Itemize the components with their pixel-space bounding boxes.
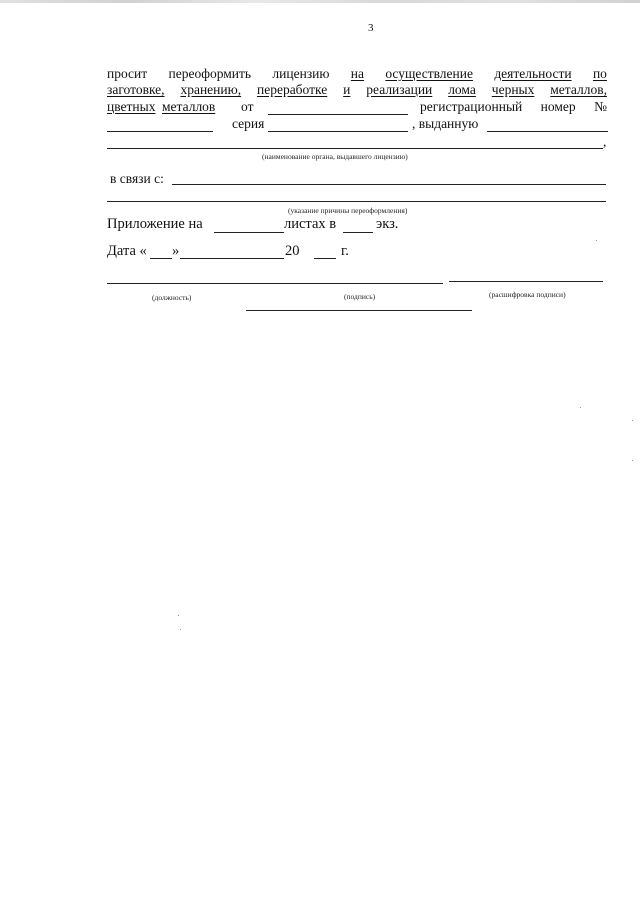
attachment-copies-field[interactable] [343, 232, 373, 233]
word: лома [448, 82, 476, 97]
reg-number-label: регистрационный номер № [420, 99, 607, 114]
word: заготовке, [107, 82, 165, 97]
scan-speck [596, 240, 597, 241]
vydannuyu-label: , выданную [412, 116, 479, 131]
caption-issuing-authority: (наименование органа, выдавшего лицензию) [262, 152, 408, 161]
word-ot: от [241, 99, 254, 114]
word: металлов, [550, 82, 607, 97]
seria-label: серия [232, 116, 265, 131]
word: просит [107, 66, 148, 81]
scan-top-edge [0, 0, 640, 3]
license-date-field[interactable] [268, 114, 408, 115]
date-year-field[interactable] [314, 258, 336, 259]
word: и [343, 82, 351, 97]
issuing-authority-field[interactable] [107, 148, 603, 149]
page-number: 3 [368, 22, 374, 34]
date-day-field[interactable] [150, 258, 172, 259]
reg-number-field[interactable] [107, 131, 213, 132]
caption-reason: (указание причины переоформления) [288, 206, 408, 215]
paragraph-line-1 [107, 66, 607, 82]
date-suffix: г. [341, 243, 349, 259]
signature-transcript-field[interactable] [449, 281, 603, 282]
in-connection-label: в связи с: [110, 171, 164, 186]
attachment-middle: листах в [284, 216, 337, 232]
caption-signature: (подпись) [344, 292, 376, 301]
word: деятельности [494, 66, 572, 81]
word: переработке [256, 82, 328, 97]
issued-by-field[interactable] [487, 131, 608, 132]
reason-field-1[interactable] [172, 184, 606, 185]
scan-speck [632, 460, 633, 461]
word: лицензию [272, 66, 330, 81]
comma: , [603, 134, 607, 149]
caption-signature-transcript: (расшифровка подписи) [489, 290, 566, 299]
caption-position: (должность) [152, 293, 192, 302]
word: реализации [366, 82, 433, 97]
date-close-quote: » [172, 243, 180, 259]
word-tsvetnyh: цветных [107, 99, 156, 114]
attachment-sheets-field[interactable] [214, 232, 284, 233]
bottom-line [246, 310, 472, 311]
date-year-prefix: 20 [285, 243, 300, 259]
date-month-field[interactable] [180, 258, 284, 259]
scan-speck [632, 420, 633, 421]
position-field[interactable] [107, 283, 283, 284]
scan-speck [580, 407, 581, 408]
word: черных [491, 82, 535, 97]
attachment-prefix: Приложение на [107, 216, 203, 232]
date-prefix: Дата « [107, 243, 147, 259]
signature-field[interactable] [283, 283, 443, 284]
seria-field[interactable] [268, 131, 408, 132]
scan-speck [178, 615, 179, 616]
reason-field-2[interactable] [107, 201, 606, 202]
word-metallov: металлов [162, 99, 216, 114]
attachment-suffix: экз. [376, 216, 399, 232]
scan-speck [180, 629, 181, 630]
paragraph-line-2 [107, 82, 607, 98]
word: по [592, 66, 607, 81]
word: переоформить [168, 66, 252, 81]
word: осуществление [385, 66, 473, 81]
word: на [350, 66, 365, 81]
word: хранению, [180, 82, 242, 97]
